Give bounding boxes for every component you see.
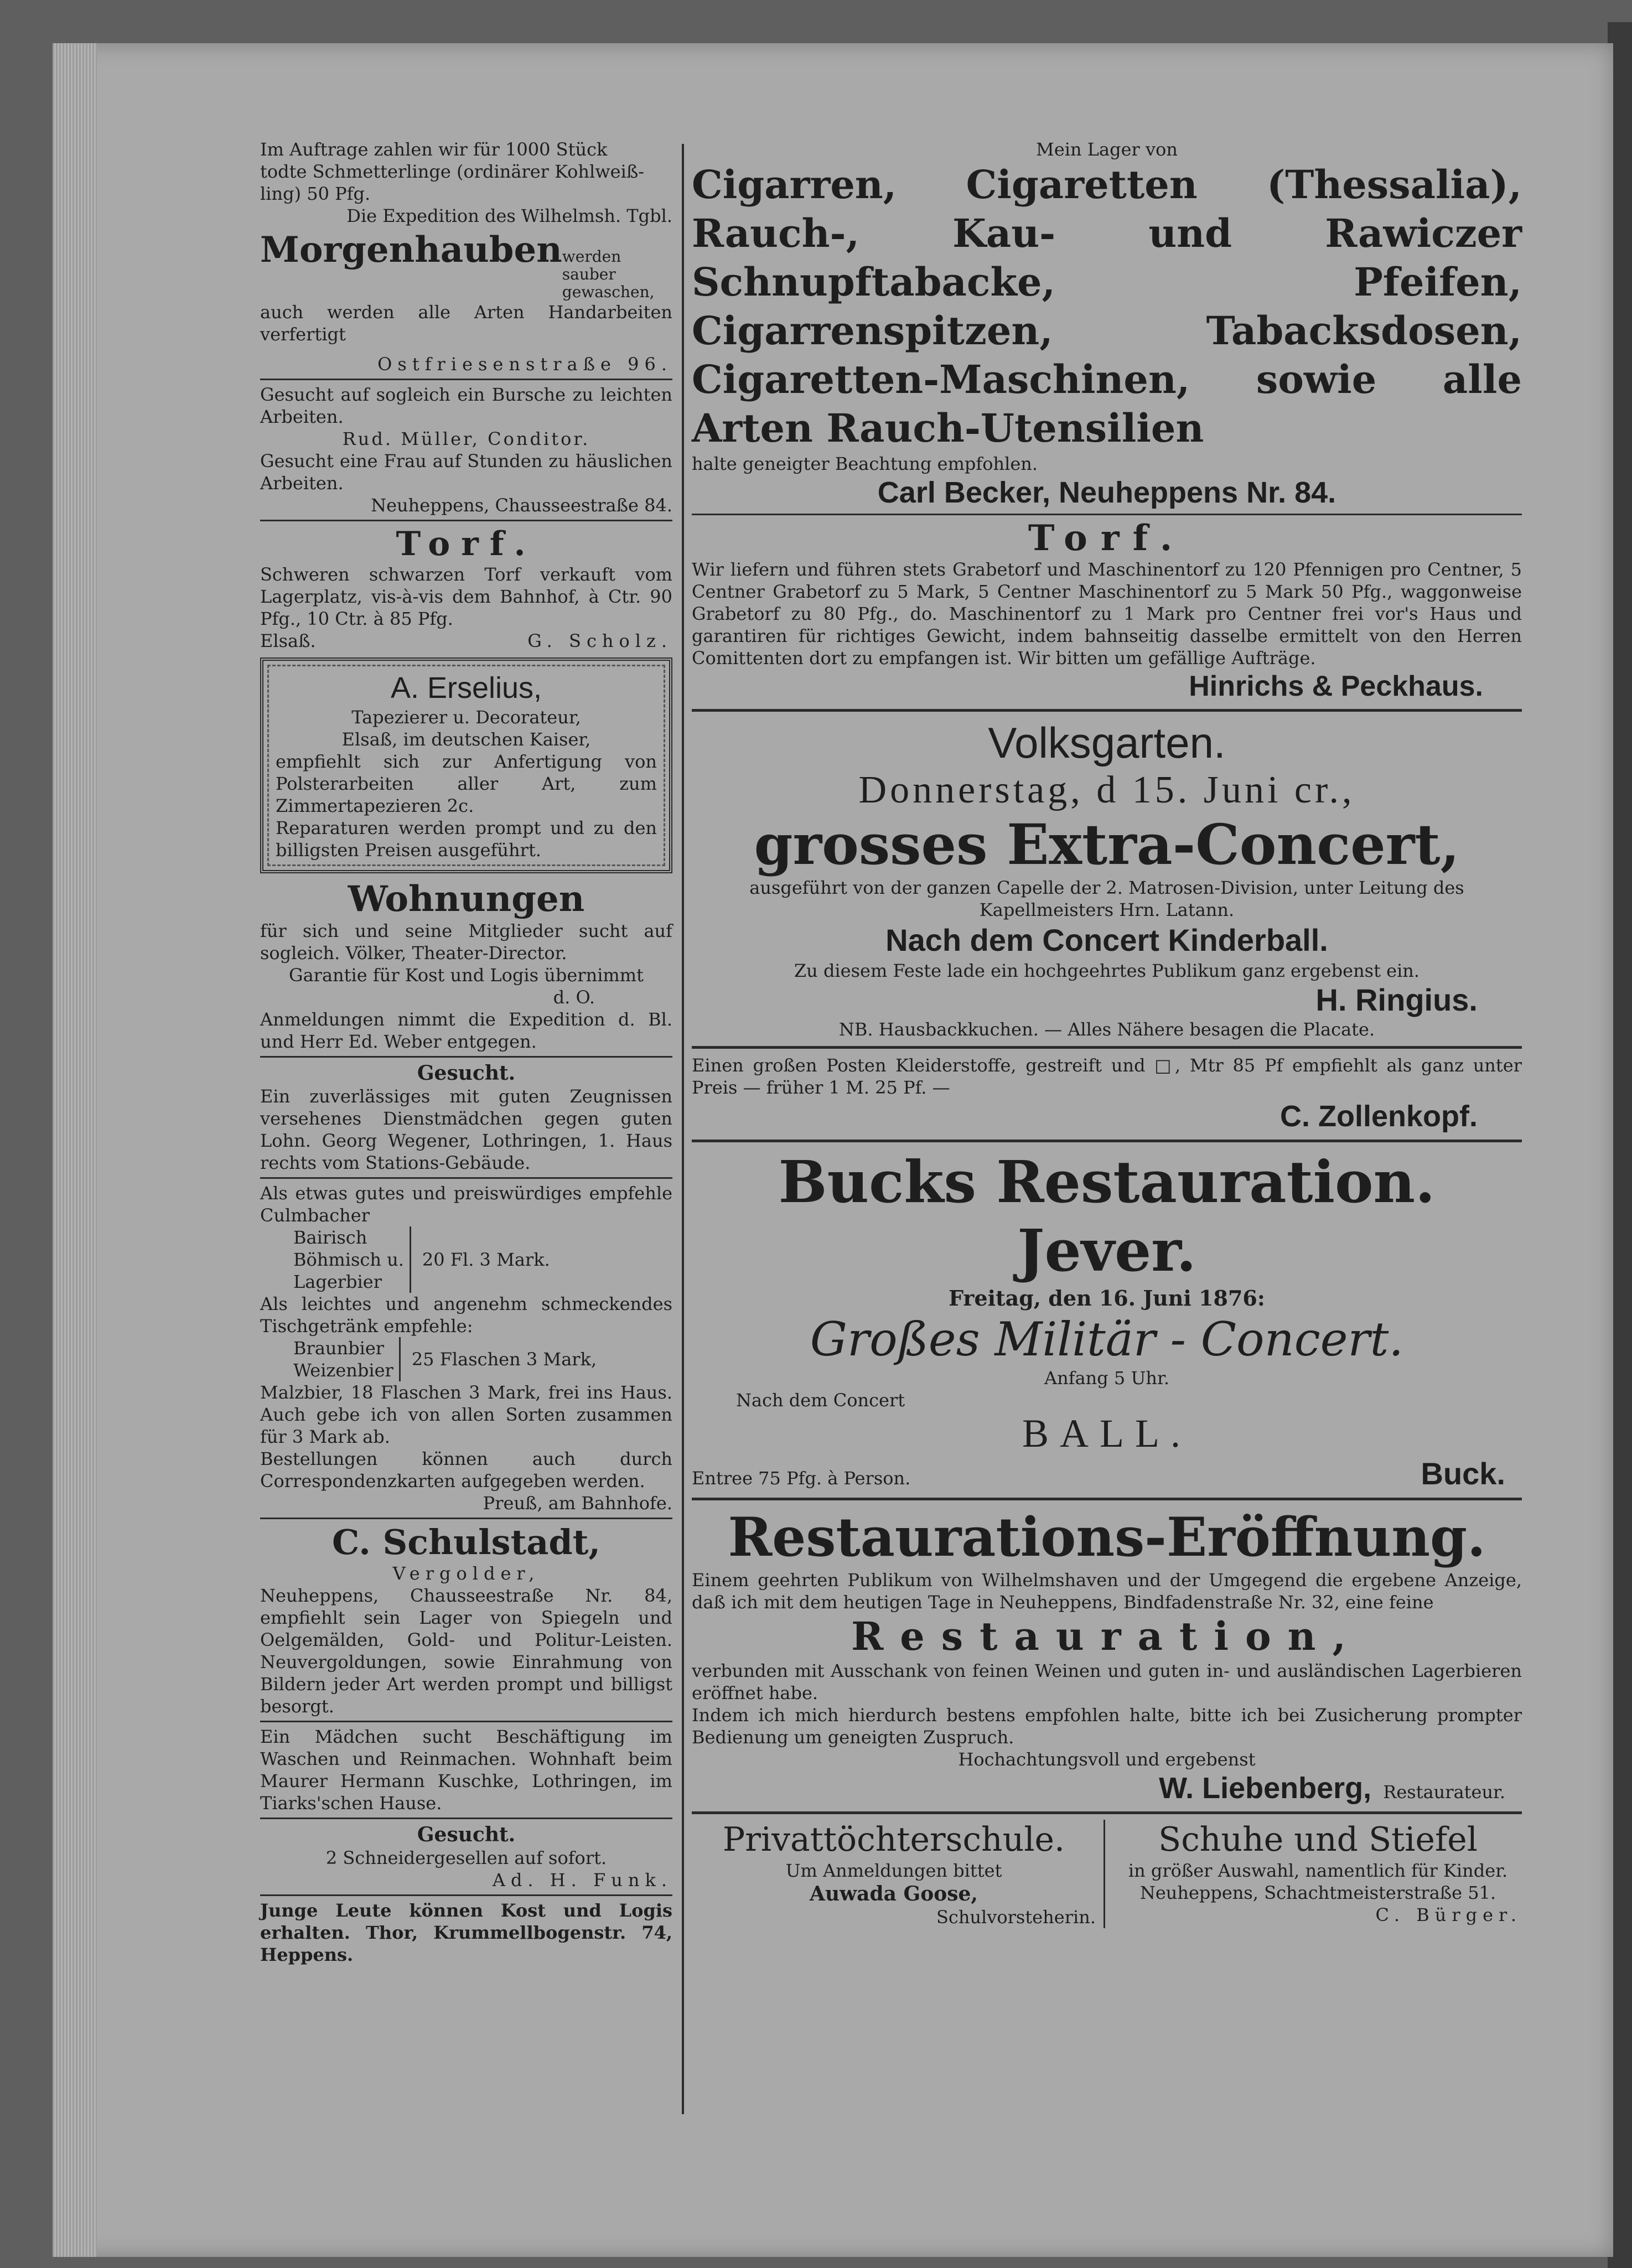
rule <box>260 1894 672 1896</box>
ad-carl-becker <box>692 138 1522 510</box>
ad-body: Reparaturen werden prompt und zu den billigsten Preisen ausgeführt. <box>276 817 657 861</box>
ad-body: Anmeldungen nimmt die Expedition d. Bl. und Herr Ed. Weber entgegen. <box>260 1009 672 1052</box>
rule <box>260 379 672 380</box>
ad-sign: Preuß, am Bahnhofe. <box>483 1493 672 1514</box>
ad-line: todte Schmetterlinge (ordinärer Kohlweiß- <box>260 161 644 182</box>
ad-body: Gesucht auf sogleich ein Bursche zu leichten Arbeiten. <box>260 384 672 427</box>
ad-sign: C. Zollenkopf. <box>1280 1100 1478 1133</box>
beer-type: Weizenbier <box>293 1360 393 1381</box>
ad-body: 2 Schneidergesellen auf sofort. <box>325 1847 607 1868</box>
beer-type: Bairisch <box>293 1227 367 1248</box>
ad-bursche <box>260 384 672 450</box>
ad-beer <box>260 1182 672 1514</box>
ad-body: empfiehlt sich zur Anfertigung von Polsterarbeiten aller Art, zum Zimmertapezieren 2c. <box>276 751 657 816</box>
ad-line: ling) 50 Pfg. <box>260 183 371 204</box>
ad-maedchen <box>260 1726 672 1814</box>
rule <box>692 1140 1522 1142</box>
ad-sign-line <box>692 1099 1522 1134</box>
rule <box>260 1056 672 1058</box>
ad-nb: NB. Hausbackkuchen. — Alles Nähere besagen die Placate. <box>838 1019 1375 1040</box>
ad-sign-line <box>692 1770 1522 1806</box>
ad-body: Bestellungen können auch durch Correspondenzkarten aufgegeben werden. <box>260 1448 672 1492</box>
ad-body: für sich und seine Mitglieder sucht auf sogleich. Völker, Theater-Director. <box>260 920 672 964</box>
ad-body: Malzbier, 18 Flaschen 3 Mark, frei ins Haus. Auch gebe ich von allen Sorten zusammen für 3 Mark ab. <box>260 1382 672 1447</box>
ad-title: Torf. <box>396 525 537 563</box>
rule <box>692 514 1522 515</box>
ad-entry: Entree 75 Pfg. à Person. <box>692 1468 911 1489</box>
ad-title: Volksgarten. <box>988 718 1226 767</box>
ad-body: Schweren schwarzen Torf verkauft vom Lagerplatz, vis-à-vis dem Bahnhof, à Ctr. 90 Pfg., 10 Ctr. à 85 Pfg. <box>260 564 672 629</box>
ad-body: verbunden mit Ausschank von feinen Weinen und guten in- und ausländischen Lagerbieren eröffnet habe. <box>692 1660 1522 1703</box>
ad-sign: Die Expedition des Wilhelmsh. Tgbl. <box>346 205 672 226</box>
ad-zollenkopf <box>692 1054 1522 1134</box>
ad-body: Ein zuverlässiges mit guten Zeugnissen versehenes Dienstmädchen gegen guten Lohn. Georg Wegener, Lothringen, 1. Haus rechts vom Stations-Gebäude. <box>260 1086 672 1173</box>
ad-sign: Hinrichs & Peckhaus. <box>1189 670 1483 702</box>
page-stack-edge <box>53 43 97 2257</box>
rule <box>692 1498 1522 1500</box>
ad-erselius <box>260 657 672 873</box>
ad-line: Im Auftrage zahlen wir für 1000 Stück <box>260 139 608 160</box>
ad-body: Indem ich mich hierdurch bestens empfohlen halte, bitte ich bei Zusicherung prompter Bedienung um geneigten Zuspruch. <box>692 1705 1522 1748</box>
rule <box>260 1721 672 1722</box>
ad-shoes <box>1105 1820 1522 1928</box>
ad-sign: Buck. <box>1421 1456 1505 1491</box>
ad-headline: grosses Extra-Concert, <box>754 812 1460 877</box>
ad-sign-role: Restaurateur. <box>1383 1782 1505 1803</box>
ad-title: Torf. <box>1028 517 1186 559</box>
ad-headline: Restauration, <box>851 1613 1362 1659</box>
ad-buck <box>692 1148 1522 1492</box>
ad-closing: Hochachtungsvoll und ergebenst <box>958 1749 1256 1770</box>
ad-sign: Ad. H. Funk. <box>492 1870 672 1891</box>
ad-body: Wir liefern und führen stets Grabetorf und Maschinentorf zu 120 Pfennigen pro Centner, 5 Centner Grabetorf zu 5 Mark, 5 Centner Maschinentorf zu 5 Mark 50 Pfg., waggonweise Grabetorf zu 80 Pfg., do. Maschinentorf zu 1 Mark pro Centner frei vor's Haus und garantiren für richtiges Gewicht, indem bahnseitig dasselbe ermittelt von den Herren Comittenten dort zu empfangen ist. Wir bitten um gefällige Aufträge. <box>692 559 1522 669</box>
ad-line: Tapezierer u. Decorateur, <box>351 707 581 728</box>
ad-body-sign: d. O. <box>553 987 595 1008</box>
ad-body: Garantie für Kost und Logis übernimmt <box>289 965 644 986</box>
rule <box>692 709 1522 712</box>
beer-price: 25 Flaschen 3 Mark, <box>411 1349 597 1370</box>
ad-volksgarten <box>692 717 1522 1040</box>
ad-frau <box>260 450 672 516</box>
rule <box>692 1046 1522 1049</box>
ad-kost-logis <box>260 1899 672 1966</box>
ad-invite: Zu diesem Feste lade ein hochgeehrtes Publikum ganz ergebenst ein. <box>794 960 1420 981</box>
ad-torf-scholz <box>260 525 672 652</box>
ad-intro: Als etwas gutes und preiswürdiges empfehle Culmbacher <box>260 1183 672 1226</box>
ad-headline: Großes Militär - Concert. <box>810 1312 1404 1366</box>
ad-body: ausgeführt von der ganzen Capelle der 2. Matrosen-Division, unter Leitung des Kapellmeisters Hrn. Latann. <box>749 877 1464 920</box>
ad-start: Anfang 5 Uhr. <box>1044 1368 1169 1389</box>
ad-tagline: halte geneigter Beachtung empfohlen. <box>692 453 1038 474</box>
rule <box>260 1518 672 1519</box>
ad-title: Bucks Restauration. Jever. <box>778 1148 1436 1285</box>
ad-sign: C. Bürger. <box>1375 1904 1522 1925</box>
ad-title: A. Erselius, <box>390 671 542 705</box>
ad-bottom-row <box>692 1820 1522 1928</box>
ad-line: Elsaß, im deutschen Kaiser, <box>341 729 591 750</box>
ad-title: Restaurations-Eröffnung. <box>728 1506 1486 1568</box>
ad-body: Um Anmeldungen bittet <box>785 1860 1002 1881</box>
ad-sign: Carl Becker, Neuheppens Nr. 84. <box>877 476 1336 509</box>
ad-sign: Rud. Müller, Conditor. <box>342 428 590 449</box>
ad-body: Einen großen Posten Kleiderstoffe, gestreift und □, Mtr 85 Pf empfiehlt als ganz unter Preis — früher 1 M. 25 Pf. — <box>692 1055 1522 1098</box>
ad-subtitle: Vergolder, <box>392 1563 540 1584</box>
ad-title: C. Schulstadt, <box>332 1522 600 1562</box>
ad-title: Gesucht. <box>417 1061 516 1085</box>
ad-title: Morgenhauben <box>260 229 562 271</box>
ad-morgenhauben <box>260 230 672 375</box>
rule <box>260 1817 672 1819</box>
ad-headline: Cigarren, Cigaretten (Thessalia), Rauch-, Kau- und Rawiczer Schnupftabacke, Pfeifen, Cigarrenspitzen, Tabacksdosen, Cigaretten-Maschinen, sowie alle Arten Rauch-Utensilien <box>692 162 1522 451</box>
left-column <box>260 138 672 1966</box>
ad-schneider <box>260 1822 672 1891</box>
ad-body: Ein Mädchen sucht Beschäftigung im Waschen und Reinmachen. Wohnhaft beim Maurer Hermann Kuschke, Lothringen, im Tiarks'schen Hause. <box>260 1726 672 1814</box>
beer-type: Braunbier <box>293 1338 385 1359</box>
ad-after: Nach dem Concert <box>736 1390 905 1411</box>
ad-sign-left: Elsaß. <box>260 630 316 651</box>
rule <box>260 520 672 521</box>
ad-dienstmaedchen <box>260 1061 672 1174</box>
ad-liebenberg <box>692 1506 1522 1806</box>
ad-title: Privattöchterschule. <box>722 1820 1065 1859</box>
ad-title: Schuhe und Stiefel <box>1158 1820 1478 1859</box>
ad-body: Junge Leute können Kost und Logis erhalten. Thor, Krummellbogenstr. 74, Heppens. <box>260 1900 672 1965</box>
ad-body: Gesucht eine Frau auf Stunden zu häuslichen Arbeiten. <box>260 451 672 494</box>
ad-title: Gesucht. <box>417 1823 516 1846</box>
rule <box>692 1811 1522 1814</box>
ad-date: Donnerstag, d 15. Juni cr., <box>858 769 1355 811</box>
ad-sign-line <box>692 669 1522 703</box>
ad-sign-line <box>692 982 1522 1018</box>
right-column <box>692 138 1522 1928</box>
ad-body: auch werden alle Arten Handarbeiten verfertigt <box>260 302 672 345</box>
ad-title-note: werden sauber gewaschen, <box>562 247 655 301</box>
ad-intro: Als leichtes und angenehm schmeckendes Tischgetränk empfehle: <box>260 1293 672 1337</box>
ad-role: Schulvorsteherin. <box>936 1907 1096 1928</box>
ad-name: Auwada Goose, <box>810 1882 978 1905</box>
ad-address: Ostfriesenstraße 96. <box>377 354 672 375</box>
beer-type: Böhmisch u. <box>293 1249 404 1270</box>
ad-sign-line <box>692 475 1522 510</box>
beer-price: 20 Fl. 3 Mark. <box>422 1249 550 1270</box>
ad-title: Wohnungen <box>348 878 585 920</box>
ad-ball: BALL. <box>1022 1411 1191 1456</box>
rule <box>260 1177 672 1179</box>
column-divider <box>682 144 684 2114</box>
ad-intro: Mein Lager von <box>1036 139 1178 160</box>
ad-sign-right: G. Scholz. <box>527 630 672 651</box>
ad-butterflies <box>260 138 672 227</box>
ad-body: Neuheppens, Chausseestraße Nr. 84, empfiehlt sein Lager von Spiegeln und Oelgemälden, Gold- und Politur-Leisten. Neuvergoldungen, sowie Einrahmung von Bildern jeder Art werden prompt und billigst besorgt. <box>260 1585 672 1717</box>
ad-schulstadt <box>260 1523 672 1717</box>
ad-after: Nach dem Concert Kinderball. <box>885 923 1328 957</box>
ad-hinrichs-peckhaus <box>692 519 1522 703</box>
beer-type: Lagerbier <box>293 1271 382 1292</box>
ad-body: Einem geehrten Publikum von Wilhelmshaven und der Umgegend die ergebene Anzeige, daß ich mit dem heutigen Tage in Neuheppens, Bindfadenstraße Nr. 32, eine feine <box>692 1570 1522 1613</box>
ad-date: Freitag, den 16. Juni 1876: <box>949 1286 1265 1311</box>
ad-sign: Neuheppens, Chausseestraße 84. <box>371 495 672 516</box>
ad-body: in größer Auswahl, namentlich für Kinder. Neuheppens, Schachtmeisterstraße 51. <box>1128 1860 1508 1903</box>
ad-wohnungen <box>260 879 672 1053</box>
ad-school <box>692 1820 1105 1928</box>
ad-sign: W. Liebenberg, <box>1159 1772 1372 1805</box>
ad-sign: H. Ringius. <box>1315 982 1478 1017</box>
